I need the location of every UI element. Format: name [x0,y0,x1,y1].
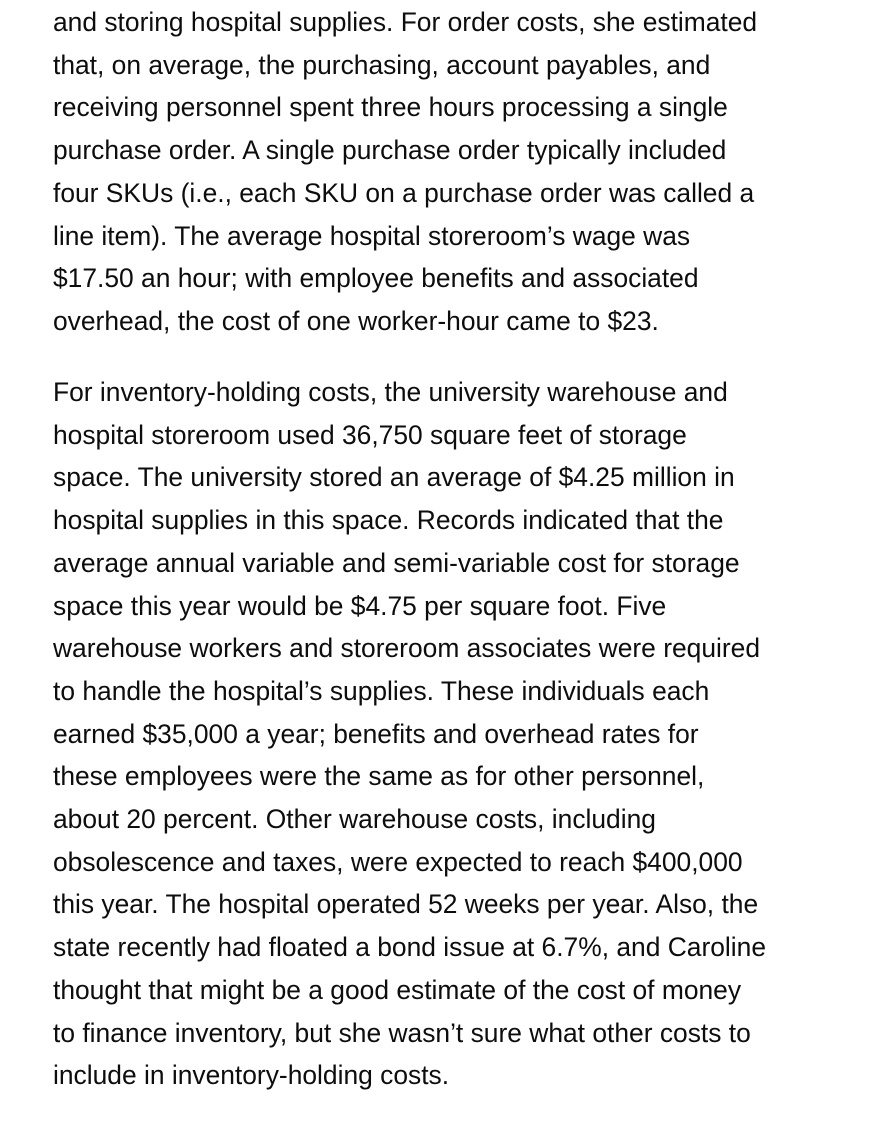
text-line: this year. The hospital operated 52 weeks per year. Also, the [53,889,759,920]
text-line: receiving personnel spent three hours processing a single [53,92,728,123]
text-line: purchase order. A single purchase order typically included [53,135,727,166]
text-line: thought that might be a good estimate of the cost of money [53,974,742,1005]
text-line: to handle the hospital’s supplies. These individuals each [53,675,710,706]
text-line: overhead, the cost of one worker-hour came to $23. [53,305,659,336]
text-line: earned $35,000 a year; benefits and overhead rates for [53,718,699,749]
text-line: state recently had floated a bond issue at 6.7%, and Caroline [53,932,767,963]
text-line: include in inventory-holding costs. [53,1060,450,1091]
text-line: to finance inventory, but she wasn’t sure what other costs to [53,1017,751,1048]
text-line: space. The university stored an average of $4.25 million in [53,462,735,493]
text-line: average annual variable and semi-variable cost for storage [53,547,740,578]
paragraph-order-costs [53,1,757,343]
text-line: four SKUs (i.e., each SKU on a purchase order was called a [53,177,755,208]
text-line: about 20 percent. Other warehouse costs, including [53,804,656,835]
text-line: hospital supplies in this space. Records indicated that the [53,505,724,536]
text-line: obsolescence and taxes, were expected to reach $400,000 [53,846,743,877]
text-line: and storing hospital supplies. For order costs, she estimated [53,7,758,37]
text-line: line item). The average hospital storeroom’s wage was [53,220,691,251]
text-line: warehouse workers and storeroom associates were required [53,633,761,664]
text-line: that, on average, the purchasing, account payables, and [53,49,711,80]
text-line: hospital storeroom used 36,750 square feet of storage [53,419,687,450]
text-line: space this year would be $4.75 per square foot. Five [53,590,667,621]
paragraph-inventory-holding-costs [53,371,766,1097]
text-line: For inventory-holding costs, the university warehouse and [53,377,728,407]
text-line: $17.50 an hour; with employee benefits and associated [53,263,699,294]
text-line: these employees were the same as for other personnel, [53,761,705,792]
